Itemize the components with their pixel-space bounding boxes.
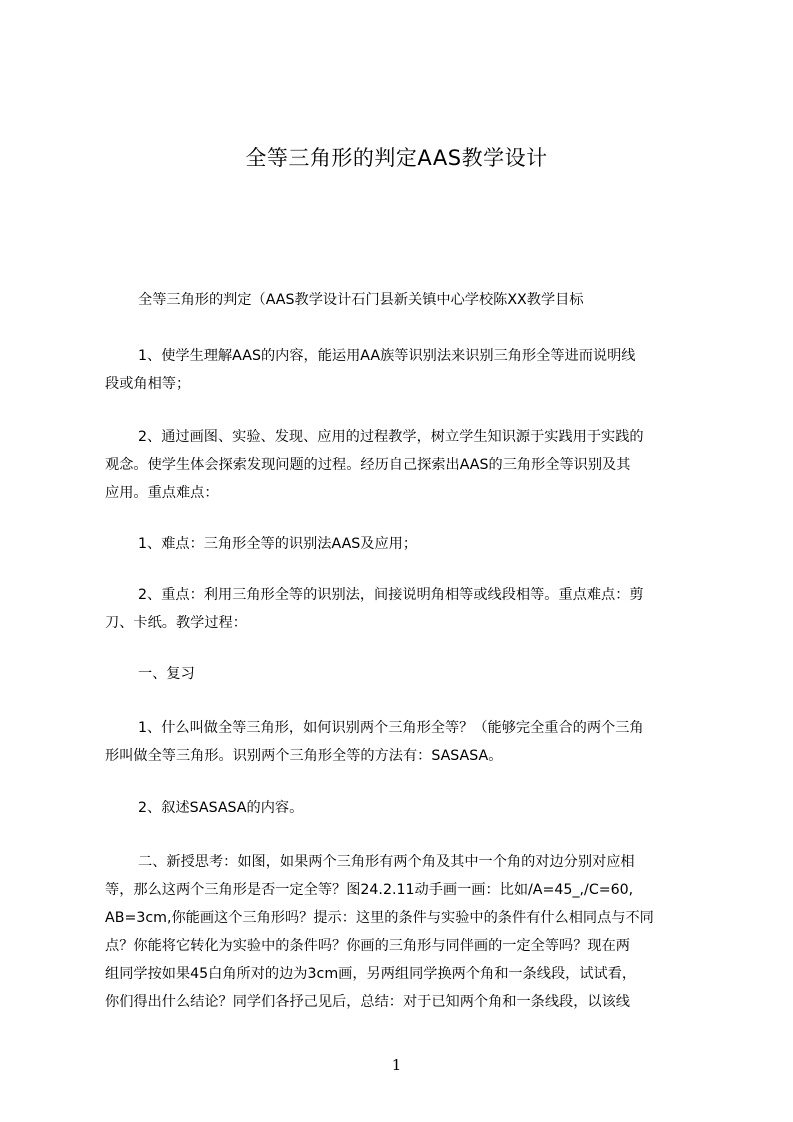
paragraph-objectives-heading: 全等三角形的判定（AAS教学设计石门县新关镇中心学校陈XX教学目标 xyxy=(138,292,584,308)
paragraph-line: AB=3cm,你能画这个三角形吗？提示：这里的条件与实验中的条件有什么相同点与不同 xyxy=(105,910,654,926)
section-heading-review: 一、复习 xyxy=(138,666,195,682)
paragraph-line: 刀、卡纸。教学过程： xyxy=(105,615,247,631)
paragraph-line: 2、重点：利用三角形全等的识别法，间接说明角相等或线段相等。重点难点：剪 xyxy=(138,587,644,603)
paragraph-line: 你们得出什么结论？同学们各抒己见后，总结：对于已知两个角和一条线段，以该线 xyxy=(105,994,630,1010)
paragraph-line: 1、难点：三角形全等的识别法AAS及应用； xyxy=(138,536,418,552)
paragraph-line: 等，那么这两个三角形是否一定全等？图24.2.11动手画一画：比如/A=45_,/C=60, xyxy=(105,882,634,898)
paragraph-line: 2、叙述SASASA的内容。 xyxy=(138,800,304,816)
paragraph-line: 形叫做全等三角形。识别两个三角形全等的方法有：SASASA。 xyxy=(105,748,503,764)
paragraph-line: 组同学按如果45白角所对的边为3cm画，另两组同学换两个角和一条线段，试试看， xyxy=(105,966,637,982)
paragraph-line: 观念。使学生体会探索发现问题的过程。经历自己探索出AAS的三角形全等识别及其 xyxy=(105,457,631,473)
page-number: 1 xyxy=(391,1056,402,1074)
paragraph-line: 应用。重点难点： xyxy=(105,485,219,501)
paragraph-line: 点？你能将它转化为实验中的条件吗？你画的三角形与同伴画的一定全等吗？现在两 xyxy=(105,938,630,954)
paragraph-line: 1、使学生理解AAS的内容，能运用AA族等识别法来识别三角形全等进而说明线 xyxy=(138,348,636,364)
paragraph-line: 2、通过画图、实验、发现、应用的过程教学，树立学生知识源于实践用于实践的 xyxy=(138,429,644,445)
paragraph-line: 段或角相等； xyxy=(105,376,191,392)
document-title: 全等三角形的判定AAS教学设计 xyxy=(245,146,548,170)
paragraph-line: 二、新授思考：如图，如果两个三角形有两个角及其中一个角的对边分别对应相 xyxy=(138,854,635,870)
paragraph-line: 1、什么叫做全等三角形，如何识别两个三角形全等？（能够完全重合的两个三角 xyxy=(138,720,644,736)
